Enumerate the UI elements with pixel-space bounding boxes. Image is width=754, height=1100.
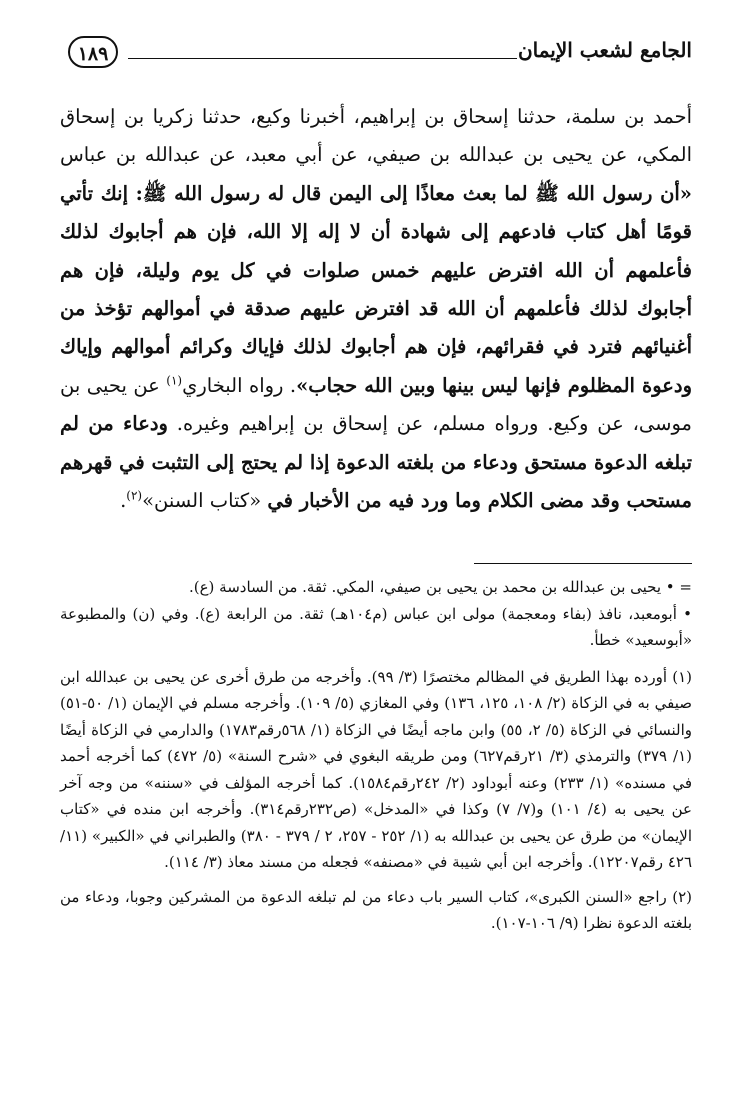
header-rule <box>128 58 517 59</box>
hadith-text: «أن رسول الله ﷺ لما بعث معاذًا إلى اليمن قال له رسول الله ﷺ: إنك تأتي قومًا أهل كتاب فادعهم إلى شهادة أن لا إله إلا الله، فإن هم أجابوك لذلك فأعلمهم أن الله افترض عليهم خمس صلوات في كل يوم وليلة، فإن هم أجابوك لذلك فأعلمهم أن الله قد افترض عليهم صدقة في أموالهم تؤخذ من أغنيائهم فترد في فقرائهم، فإن هم أجابوك لذلك فإياك وكرائم أموالهم وإياك ودعوة المظلوم فإنها ليس بينها وبين الله حجاب» <box>60 181 693 397</box>
footnote-2: (٢) راجع «السنن الكبرى»، كتاب السير باب دعاء من لم تبلغه الدعوة من المشركين وجوبا، ودعاء من بلغته الدعوة نظرا (٩/ ١٠٦-١٠٧). <box>60 887 692 932</box>
page-header <box>68 36 692 76</box>
footnote-divider <box>474 563 692 564</box>
book-ref-text: «كتاب السنن» <box>142 489 268 513</box>
footnote-continued-2: • أبومعبد، نافذ (بفاء ومعجمة) مولى ابن عباس (م١٠٤هـ) ثقة. من الرابعة (ع). وفي (ن) والمطبوعة «أبوسعيد» خطأ. <box>60 604 692 649</box>
footnote-continued-1: = • يحيى بن عبدالله بن محمد بن يحيى بن صيفي، المكي. ثقة. من السادسة (ع). <box>188 578 692 596</box>
footnote-1: (١) أورده بهذا الطريق في المظالم مختصرًا (٣/ ٩٩). وأخرجه من طرق أخرى عن يحيى بن عبدالله ابن صيفي به في الزكاة (٢/ ١٠٨، ١٢٥، ١٣٦) وفي المغازي (٥/ ١٠٩). وأخرجه مسلم في الإيمان (١/ ٥٠-٥١) والنسائي في الزكاة (٥/ ٢، ٥٥) وابن ماجه أيضًا في الزكاة (١/ ٥٦٨رقم١٧٨٣) والدارمي في الزكاة أيضًا (١/ ٣٧٩) والترمذي (٣/ ٢١رقم٦٢٧) ومن طريقه البغوي في «شرح السنة» (٥/ ٤٧٢) كما أخرجه أحمد في مسنده» (١/ ٢٣٣) وعنه أبوداود (٢/ ٢٤٢رقم١٥٨٤). كما أخرجه المؤلف في «سننه» من وجه آخر عن يحيى به (٤/ ١٠١) و(٧/ ٧) وكذا في «المدخل» (ص٢٣٢رقم٣١٤). وأخرجه ابن منده في «كتاب الإيمان» من طرق عن يحيى بن عبدالله به (١/ ٢٥٢ - ٢٥٧، ٢ / ٣٧٩ - ٣٨٠) والطبراني في «الكبير» (١١/ ٤٢٦ رقم١٢٢٠٧). وأخرجه ابن أبي شيبة في «مصنفه» فجعله من مسند معاذ (٣/ ١١٤). <box>60 667 693 871</box>
author-comment: ودعاء من لم تبلغه الدعوة مستحق ودعاء من بلغته الدعوة إذا لم يحتج إلى التثبت في قهرهم مستحب وقد مضى الكلام وما ورد فيه من الأخبار في <box>60 412 692 513</box>
footnote-ref-1[interactable]: (١) <box>166 373 183 388</box>
takhrij-text: . رواه البخاري <box>182 373 297 397</box>
running-title: الجامع لشعب الإيمان <box>517 38 692 62</box>
footnote-ref-2[interactable]: (٢) <box>126 488 143 503</box>
takhrij-text-2: عن يحيى بن موسى، عن وكيع. ورواه مسلم، عن إسحاق بن إبراهيم وغيره. <box>60 373 692 436</box>
page-number: ١٨٩ <box>68 36 118 68</box>
footnotes <box>60 574 692 937</box>
final-dot: . <box>120 489 127 513</box>
main-text <box>60 98 692 520</box>
isnad-text: أحمد بن سلمة، حدثنا إسحاق بن إبراهيم، أخبرنا وكيع، حدثنا زكريا بن إسحاق المكي، عن يحيى بن عبدالله بن صيفي، عن أبي معبد، عن عبدالله بن عباس <box>60 105 692 167</box>
main-paragraph <box>60 98 692 520</box>
